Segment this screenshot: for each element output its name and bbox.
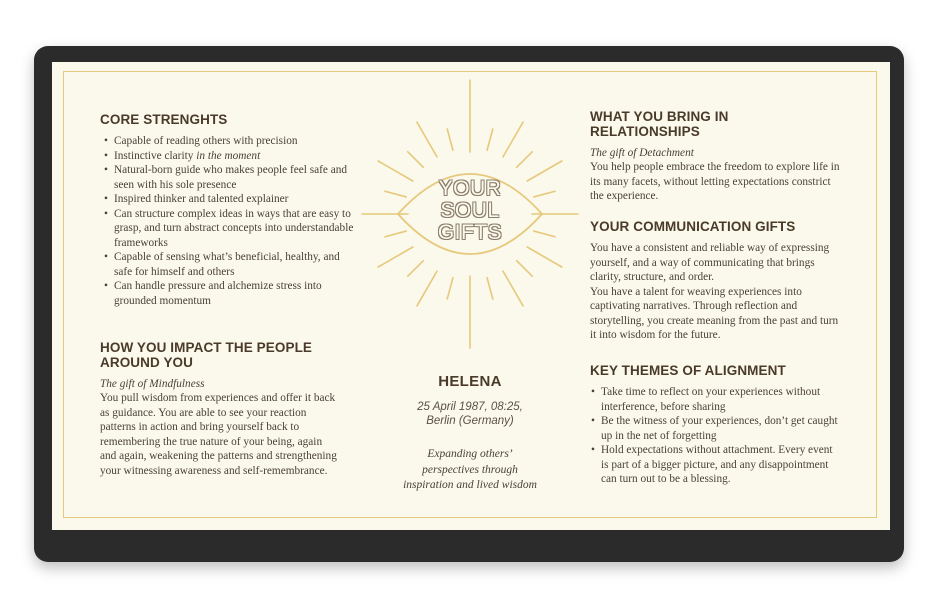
impact-body: You pull wisdom from experiences and offer it back as guidance. You are able to see your reaction patterns in action and bring yourself back to remembering the true nature of your being, again and again, weakening the patterns and strengthening your witnessing awareness and self-remembrance. (100, 392, 337, 477)
list-item: • Natural-born guide who makes people feel safe and seen with his sole presence (114, 163, 358, 192)
sun-ray (503, 271, 523, 306)
core-strengths-title: CORE STRENGHTS (100, 112, 228, 127)
relationships-section (590, 109, 842, 204)
list-item: • Be the witness of your experiences, don’t get caught up in the net of forgetting (601, 414, 842, 443)
alignment-list (590, 385, 842, 487)
sun-ray (447, 278, 453, 299)
list-item: • Can handle pressure and alchemize stress into grounded momentum (114, 279, 358, 308)
sun-ray (487, 129, 493, 150)
relationships-title: WHAT YOU BRING IN RELATIONSHIPS (590, 109, 729, 139)
person-name: HELENA (438, 373, 502, 390)
impact-subtitle: The gift of Mindfulness (100, 378, 205, 390)
list-item: • Capable of sensing what’s beneficial, healthy, and safe for himself and others (114, 250, 358, 279)
core-strengths-list (100, 134, 358, 308)
list-item: • Instinctive clarity in the moment (114, 149, 358, 164)
communication-body-2: You have a talent for weaving experiences into captivating narratives. Through reflection and storytelling, you create meaning from the past and turn it into wisdom for the future. (590, 285, 839, 341)
sun-ray (527, 247, 562, 267)
list-item: • Capable of reading others with precision (114, 134, 358, 149)
sun-ray (447, 129, 453, 150)
sun-ray (517, 152, 533, 168)
sun-ray (408, 261, 424, 277)
impact-title: HOW YOU IMPACT THE PEOPLE AROUND YOU (100, 340, 313, 370)
sun-ray (408, 152, 424, 168)
sun-ray (503, 122, 523, 157)
communication-body-1: You have a consistent and reliable way of expressing yourself, and a way of communicating that brings clarity, structure, and order. (590, 242, 830, 283)
alignment-section (590, 363, 842, 487)
eye-title: YOUR SOUL GIFTS (437, 177, 503, 244)
sun-ray (378, 247, 413, 267)
list-item: • Can structure complex ideas in ways that are easy to grasp, and turn abstract concepts into understandable frameworks (114, 207, 358, 251)
list-item: • Take time to reflect on your experiences without interference, before sharing (601, 385, 842, 414)
sun-ray (487, 278, 493, 299)
relationships-subtitle: The gift of Detachment (590, 147, 694, 159)
sun-ray (417, 122, 437, 157)
impact-section (100, 340, 340, 478)
communication-title: YOUR COMMUNICATION GIFTS (590, 219, 796, 234)
communication-section (590, 219, 846, 343)
list-item: • Inspired thinker and talented explainer (114, 192, 358, 207)
birth-info: 25 April 1987, 08:25, Berlin (Germany) (417, 401, 523, 427)
list-item: • Hold expectations without attachment. Every event is part of a bigger picture, and any disappointment can turn out to be a blessing. (601, 443, 842, 487)
motto: Expanding others’ perspectives through inspiration and lived wisdom (403, 448, 537, 491)
sun-ray (517, 261, 533, 277)
core-strengths-section (100, 112, 358, 308)
sun-ray (417, 271, 437, 306)
relationships-body: You help people embrace the freedom to explore life in its many facets, without letting expectations constrict the experience. (590, 161, 840, 202)
alignment-title: KEY THEMES OF ALIGNMENT (590, 363, 786, 378)
